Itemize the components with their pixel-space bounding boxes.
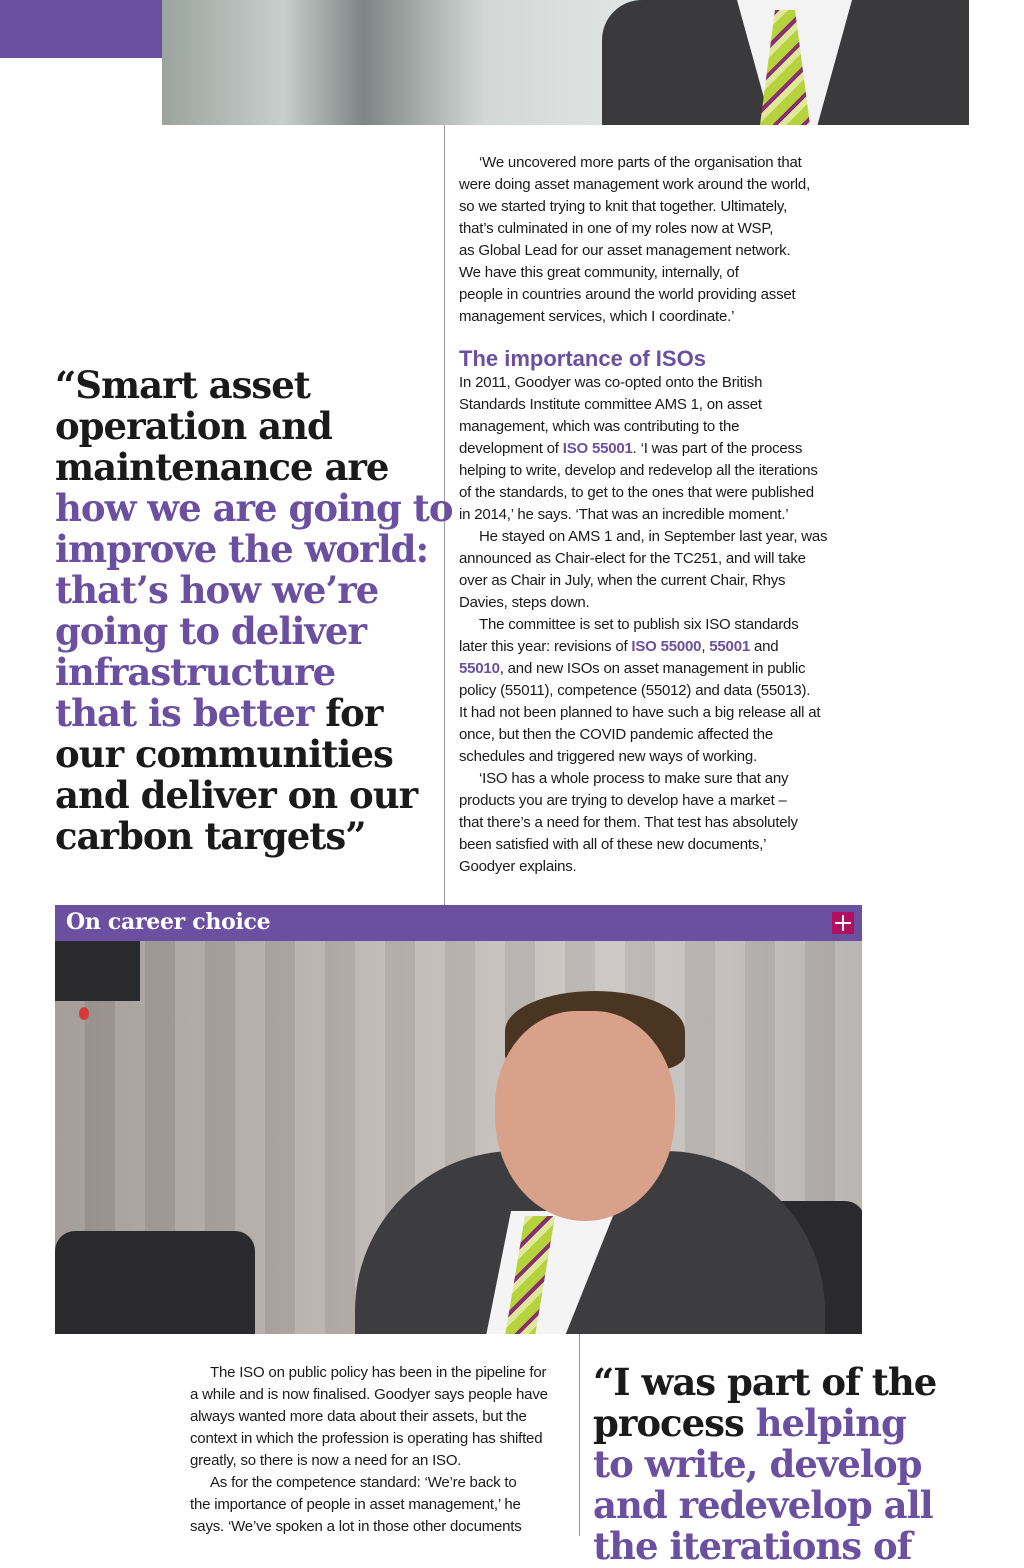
text-segment: The committee is set to publish six ISO standards xyxy=(479,616,799,633)
pull-quote-smart-asset xyxy=(55,365,453,857)
text-line xyxy=(459,218,810,240)
quote-line xyxy=(593,1362,936,1403)
text-line xyxy=(190,1494,548,1516)
text-line xyxy=(459,240,810,262)
text-segment: Standards Institute committee AMS 1, on asset xyxy=(459,396,762,413)
quote-line xyxy=(55,693,453,734)
text-line xyxy=(459,372,827,394)
text-segment: over as Chair in July, when the current Chair, Rhys xyxy=(459,572,786,589)
text-line xyxy=(459,174,810,196)
iso-reference: 55001 xyxy=(709,638,750,655)
quote-highlight: helping xyxy=(755,1401,906,1445)
quote-highlight: to write, develop xyxy=(593,1442,922,1486)
iso-reference: 55010 xyxy=(459,660,500,677)
text-segment: greatly, so there is now a need for an ISO. xyxy=(190,1452,462,1469)
text-segment: were doing asset management work around the world, xyxy=(459,176,811,193)
text-segment: that there’s a need for them. That test has absolutely xyxy=(459,814,798,831)
text-line xyxy=(459,152,810,174)
text-segment: later this year: revisions of xyxy=(459,638,632,655)
text-segment: We have this great community, internally, of xyxy=(459,264,739,281)
text-segment: policy (55011), competence (55012) and data (55013). xyxy=(459,682,811,699)
pull-quote-part-of-process xyxy=(593,1362,936,1567)
quote-highlight: how we are going to xyxy=(55,486,453,530)
quote-line xyxy=(593,1485,936,1526)
text-segment: for xyxy=(313,691,383,735)
quote-highlight: that’s how we’re xyxy=(55,568,379,612)
text-segment: “I was part of the xyxy=(593,1360,937,1404)
text-line xyxy=(459,834,827,856)
text-line xyxy=(190,1428,548,1450)
text-line xyxy=(190,1450,548,1472)
banner-title: On career choice xyxy=(66,909,271,935)
text-segment: development of xyxy=(459,440,563,457)
text-segment: carbon targets” xyxy=(55,814,366,858)
text-line xyxy=(459,790,827,812)
quote-line xyxy=(55,652,453,693)
quote-highlight: the iterations of xyxy=(593,1524,912,1568)
quote-highlight: going to deliver xyxy=(55,609,366,653)
quote-highlight: and redevelop all xyxy=(593,1483,933,1527)
photo-top-portrait xyxy=(162,0,969,125)
text-line xyxy=(190,1472,548,1494)
text-line xyxy=(459,570,827,592)
text-line xyxy=(459,680,827,702)
section-heading: The importance of ISOs xyxy=(459,346,706,371)
text-segment: our communities xyxy=(55,732,393,776)
text-segment: been satisfied with all of these new documents,’ xyxy=(459,836,767,853)
text-segment: management services, which I coordinate.’ xyxy=(459,308,735,325)
quote-line xyxy=(55,488,453,529)
text-line xyxy=(190,1516,548,1538)
text-segment: once, but then the COVID pandemic affected the xyxy=(459,726,774,743)
text-line xyxy=(459,284,810,306)
text-line xyxy=(459,658,827,680)
text-segment: , xyxy=(701,638,710,655)
text-segment: people in countries around the world providing asset xyxy=(459,286,796,303)
text-line xyxy=(190,1384,548,1406)
column-divider-bottom xyxy=(579,1334,580,1536)
text-segment: schedules and triggered new ways of working. xyxy=(459,748,758,765)
iso-article-text xyxy=(459,372,827,878)
text-segment: and xyxy=(749,638,779,655)
quote-highlight: improve the world: xyxy=(55,527,429,571)
text-segment: The ISO on public policy has been in the pipeline for xyxy=(210,1364,547,1381)
text-line xyxy=(459,504,827,526)
text-line xyxy=(459,746,827,768)
text-segment: operation and xyxy=(55,404,332,448)
text-segment: context in which the profession is operating has shifted xyxy=(190,1430,543,1447)
quote-line xyxy=(55,734,453,775)
text-line xyxy=(459,856,827,878)
bottom-paragraph xyxy=(190,1362,548,1538)
text-segment: says. ‘We’ve spoken a lot in those other documents xyxy=(190,1518,522,1535)
quote-line xyxy=(593,1444,936,1485)
quote-line xyxy=(55,406,453,447)
text-line xyxy=(459,196,810,218)
text-line xyxy=(459,526,827,548)
text-line xyxy=(190,1362,548,1384)
text-segment: He stayed on AMS 1 and, in September last year, was xyxy=(479,528,828,545)
text-line xyxy=(459,702,827,724)
text-line xyxy=(459,636,827,658)
text-segment: . ‘I was part of the process xyxy=(632,440,803,457)
text-line xyxy=(459,768,827,790)
text-line xyxy=(459,482,827,504)
iso-reference: ISO 55001 xyxy=(562,440,633,457)
text-line xyxy=(459,438,827,460)
text-segment: announced as Chair-elect for the TC251, and will take xyxy=(459,550,806,567)
text-segment: of the standards, to get to the ones that were published xyxy=(459,484,814,501)
text-segment: that’s culminated in one of my roles now at WSP, xyxy=(459,220,774,237)
text-segment: ‘ISO has a whole process to make sure that any xyxy=(479,770,789,787)
text-segment: so we started trying to knit that together. Ultimately, xyxy=(459,198,788,215)
text-line xyxy=(459,548,827,570)
text-segment: Davies, steps down. xyxy=(459,594,590,611)
text-segment: , and new ISOs on asset management in public xyxy=(499,660,806,677)
text-segment: as Global Lead for our asset management network. xyxy=(459,242,791,259)
text-line xyxy=(459,592,827,614)
iso-reference: ISO 55000 xyxy=(631,638,702,655)
quote-highlight: infrastructure xyxy=(55,650,336,694)
text-segment: always wanted more data about their assets, but the xyxy=(190,1408,527,1425)
text-segment: “Smart asset xyxy=(55,363,310,407)
photo-career-choice-portrait xyxy=(55,941,862,1334)
text-segment: It had not been planned to have such a big release all at xyxy=(459,704,821,721)
text-segment: helping to write, develop and redevelop all the iterations xyxy=(459,462,818,479)
quote-line xyxy=(55,529,453,570)
text-segment: maintenance are xyxy=(55,445,389,489)
text-line xyxy=(459,306,810,328)
text-line xyxy=(459,460,827,482)
text-segment: products you are trying to develop have a market – xyxy=(459,792,787,809)
text-line xyxy=(459,416,827,438)
text-segment: In 2011, Goodyer was co-opted onto the British xyxy=(459,374,763,391)
quote-line xyxy=(55,816,453,857)
decorative-purple-block xyxy=(0,0,162,58)
quote-line xyxy=(55,365,453,406)
quote-line xyxy=(593,1403,936,1444)
text-line xyxy=(459,614,827,636)
text-segment: and deliver on our xyxy=(55,773,418,817)
text-segment: the importance of people in asset management,’ he xyxy=(190,1496,521,1513)
quote-line xyxy=(55,775,453,816)
plus-icon[interactable] xyxy=(832,912,854,934)
text-line xyxy=(459,812,827,834)
text-line xyxy=(459,262,810,284)
quote-line xyxy=(55,570,453,611)
text-line xyxy=(459,394,827,416)
career-choice-banner xyxy=(55,905,862,941)
text-segment: process xyxy=(593,1401,756,1445)
text-line xyxy=(459,724,827,746)
text-segment: ‘We uncovered more parts of the organisation that xyxy=(479,154,802,171)
intro-paragraph xyxy=(459,152,810,328)
quote-line xyxy=(593,1526,936,1567)
quote-line xyxy=(55,611,453,652)
quote-highlight: that is better xyxy=(55,691,314,735)
text-segment: management, which was contributing to the xyxy=(459,418,740,435)
text-segment: a while and is now finalised. Goodyer says people have xyxy=(190,1386,548,1403)
text-segment: As for the competence standard: ‘We’re back to xyxy=(210,1474,517,1491)
text-segment: Goodyer explains. xyxy=(459,858,577,875)
quote-line xyxy=(55,447,453,488)
text-segment: in 2014,’ he says. ‘That was an incredible moment.’ xyxy=(459,506,789,523)
text-line xyxy=(190,1406,548,1428)
